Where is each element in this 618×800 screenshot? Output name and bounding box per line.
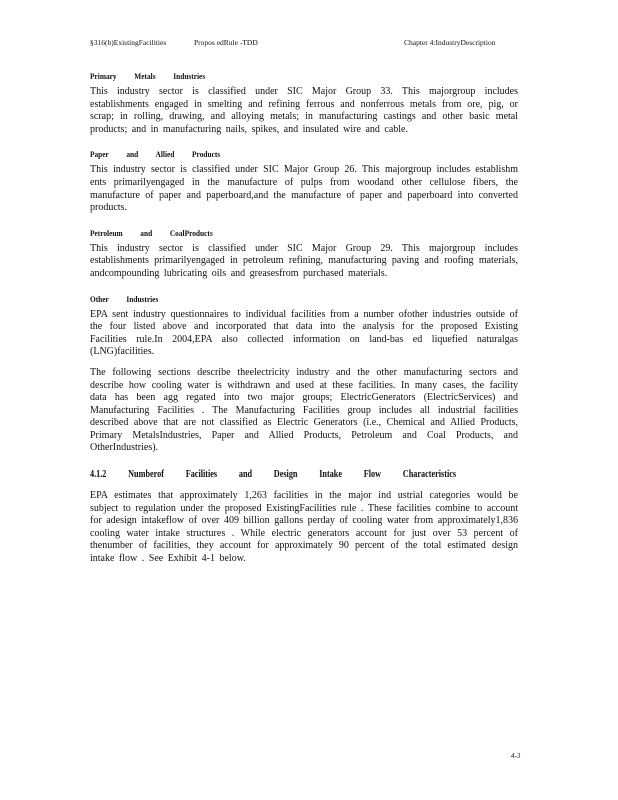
subsection-number: 4.1.2	[90, 469, 107, 481]
section-paragraph: EPA sent industry questionnaires to individual facilities from a number ofother industries outside of the four listed above and incorporated that data into the analysis for the proposed Existing Facilities rule.In 2004,EPA also collected information on land-bas ed liquefied naturalgas (LNG)facilities.	[90, 308, 518, 358]
subsection-title: Numberof Facilities and Design Intake Flow Characteristics	[128, 469, 457, 481]
section-heading: Primary Metals Industries	[90, 72, 206, 81]
subsection-heading	[90, 469, 457, 481]
section-petroleum-coal	[90, 229, 518, 281]
page-number: 4-3	[511, 752, 521, 760]
section-paragraph: The following sections describe theelectricity industry and the other manufacturing sectors and describe how cooling water is withdrawn and used at these facilities. In many cases, the facility data has been agg regated into two major groups; ElectricGenerators (ElectricServices) and Manufacturing Facilities . The Manufacturing Facilities group includes all industrial facilities described above that are not classified as Electric Generators (i.e., Chemical and Allied Products, Primary MetalsIndustries, Paper and Allied Products, Petroleum and Coal Products, and OtherIndustries).	[90, 366, 518, 454]
header-rule-title: §316(b)ExistingFacilities	[90, 38, 167, 47]
header-chapter-title: Chapter 4:IndustryDescription	[404, 38, 496, 47]
page-content	[90, 72, 518, 580]
section-primary-metals	[90, 72, 518, 136]
section-heading: Paper and Allied Products	[90, 150, 221, 160]
subsection-paragraph: EPA estimates that approximately 1,263 facilities in the major ind ustrial categories would be subject to regulation under the proposed ExistingFacilities rule . These facilities combine to account for adesign intakeflow of over 409 billion gallons perday of cooling water from approximately1,836 cooling water intake structures . While electric generators account for just over 53 percent of thenumber of facilities, they account for approximately 90 percent of the total estimated design intake flow . See Exhibit 4-1 below.	[90, 490, 518, 565]
header-document-type: Propos edRule -TDD	[194, 38, 258, 47]
section-heading: Other Industries	[90, 294, 159, 304]
section-other-industries	[90, 295, 518, 456]
section-paragraph: This industry sector is classified under SIC Major Group 33. This majorgroup includes establishments engaged in smelting and refining ferrous and nonferrous metals from ore, pig, or scrap; in rolling, drawing, and alloying metals; in manufacturing castings and other basic metal products; and in manufacturing nails, spikes, and insulated wire and cable.	[90, 86, 518, 135]
section-paragraph: This industry sector is classified under SIC Major Group 26. This majorgroup includes establishm ents primarilyengaged in the manufacture of pulps from woodand other cellulose fibers, the manufacture of paper and paperboard,and the manufacture of paper and paperboard into converted products.	[90, 164, 518, 214]
subsection-facility-counts	[90, 469, 518, 566]
section-paragraph: This industry sector is classified under SIC Major Group 29. This majorgroup includes establishments primarilyengaged in petroleum refining, manufacturing paving and roofing materials, andcompounding lubricating oils and greasesfrom purchased materials.	[90, 242, 518, 279]
section-paper-allied	[90, 150, 518, 214]
section-heading: Petroleum and CoalProducts	[90, 228, 213, 238]
